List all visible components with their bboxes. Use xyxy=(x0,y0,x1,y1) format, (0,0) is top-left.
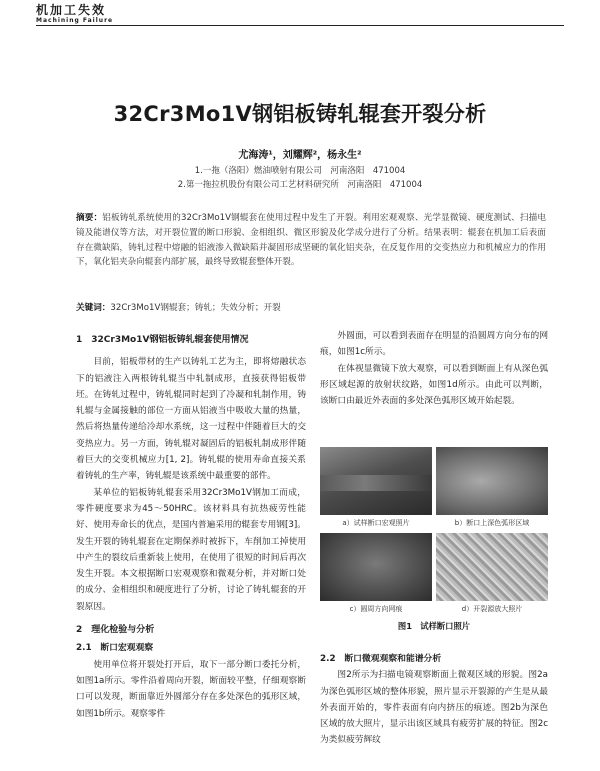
subsection-2-2-title: 2.2 断口微观观察和能谱分析 xyxy=(320,654,442,664)
figure-caption-d: d）开裂源放大照片 xyxy=(461,605,523,613)
paragraph-1: 目前，铝板带材的生产以铸轧工艺为主，即将熔融状态下的铝液注入两根铸轧辊当中轧制成形，直接获得铝板带坯。在铸轧过程中，铸轧辊同时起到了冷凝和轧制作用，铸轧辊与金属接触的部位一方面从铝液当中吸收大量的热量，然后将热量传递给冷却水系统，这一过程中伴随着巨大的交变热应力。另一方面，铸轧辊对凝固后的铝板轧制成形伴随着巨大的交变机械应力[1, 2]。铸轧辊的使用寿命直接关系着铸轧的生产率，铸轧辊是该系统中最重要的部件。 xyxy=(76,357,306,482)
affiliation-1: 1.一拖（洛阳）燃油喷射有限公司 河南洛阳 471004 xyxy=(194,166,406,176)
abstract xyxy=(76,211,546,270)
section-2-title: 2 理化检验与分析 xyxy=(76,625,155,636)
journal-header xyxy=(36,4,113,24)
right-column-top xyxy=(320,328,548,409)
figure-caption-b: b）断口上深色弧形区域 xyxy=(454,519,530,527)
subsection-2-1-title: 2.1 断口宏观观察 xyxy=(76,643,154,654)
header-rule xyxy=(36,25,564,26)
paragraph-2: 某单位的铝板铸轧辊套采用32Cr3Mo1V钢加工而成，零件硬度要求为45～50HRC。该材料具有抗热疲劳性能好、使用寿命长的优点，是国内普遍采用的辊套专用钢[3]。发生开裂的铸轧辊套在定期保养时被拆下，车削加工掉使用中产生的裂纹后重新装上使用，在使用了很短的时间后再次发生开裂。本文根据断口宏观观察和微观分析，并对断口处的成分、金相组织和硬度进行了分析，讨论了铸轧辊套的开裂原因。 xyxy=(76,487,306,612)
keywords-text: 32Cr3Mo1V钢辊套；铸轧；失效分析；开裂 xyxy=(110,303,281,313)
crack-origin-zoom-photo xyxy=(436,533,548,601)
paragraph-5: 在体视显微镜下放大观察，可以看到断面上有从深色弧形区域起源的放射状纹路，如图1d所示。由此可以判断，该断口由最近外表面的多处深色弧形区域开始起裂。 xyxy=(320,363,548,407)
left-column xyxy=(76,332,306,722)
figure-caption-c: c）圆周方向网痕 xyxy=(349,605,403,613)
paper-title: 32Cr3Mo1V钢铝板铸轧辊套开裂分析 xyxy=(113,102,487,126)
abstract-text: 铝板铸轧系统使用的32Cr3Mo1V钢辊套在使用过程中发生了开裂。利用宏观观察、光学显微镜、硬度测试、扫描电镜及能谱仪等方法，对开裂位置的断口形貌、金相组织、微区形貌及化学成分进行了分析。结果表明：辊套在机加工后表面存在微缺陷，铸轧过程中熔融的铝液渗入微缺陷并凝固形成坚硬的氧化铝夹杂，在反复作用的交变热应力和机械应力的作用下，氧化铝夹杂向辊套内部扩展，最终导致辊套整体开裂。 xyxy=(76,213,546,268)
section-1-title: 1 32Cr3Mo1V钢铝板铸轧辊套使用情况 xyxy=(76,335,249,345)
figure-1-caption: 图1 试样断口照片 xyxy=(397,621,471,631)
keywords-label: 关键词： xyxy=(76,303,111,313)
circumferential-marks-photo xyxy=(320,533,432,601)
figure-caption-a: a）试样断口宏观照片 xyxy=(342,519,410,527)
abstract-label: 摘要： xyxy=(76,213,103,223)
paragraph-3: 使用单位将开裂处打开后，取下一部分断口委托分析，如图1a所示。零件沿着周向开裂，断面较平整，仔细观察断口可以发现，断面靠近外圆部分存在多处深色的弧形区域，如图1b所示。观察零件 xyxy=(76,659,306,719)
keywords xyxy=(76,301,546,313)
journal-section-cn: 机加工失效 xyxy=(36,3,107,17)
authors: 尤海涛¹，刘耀辉²，杨永生² xyxy=(238,150,362,161)
right-column-bottom xyxy=(320,651,548,749)
paragraph-4: 外圆面，可以看到表面存在明显的沿圆周方向分布的网痕，如图1c所示。 xyxy=(320,331,548,358)
journal-section-en: Machining Failure xyxy=(36,17,114,24)
paragraph-6: 图2所示为扫描电镜观察断面上微观区域的形貌。图2a为深色弧形区域的整体形貌，照片显示开裂源的产生是从最外表面开始的，零件表面有向内挤压的痕迹。图2b为深色区域的放大照片，显示出该区域具有疲劳扩展的特征。图2c为类似疲劳辉纹 xyxy=(320,670,548,746)
affiliation-2: 2.第一拖拉机股份有限公司工艺材料研究所 河南洛阳 471004 xyxy=(177,180,423,190)
dark-arc-region-photo xyxy=(436,447,548,515)
fracture-macro-photo xyxy=(320,447,432,515)
